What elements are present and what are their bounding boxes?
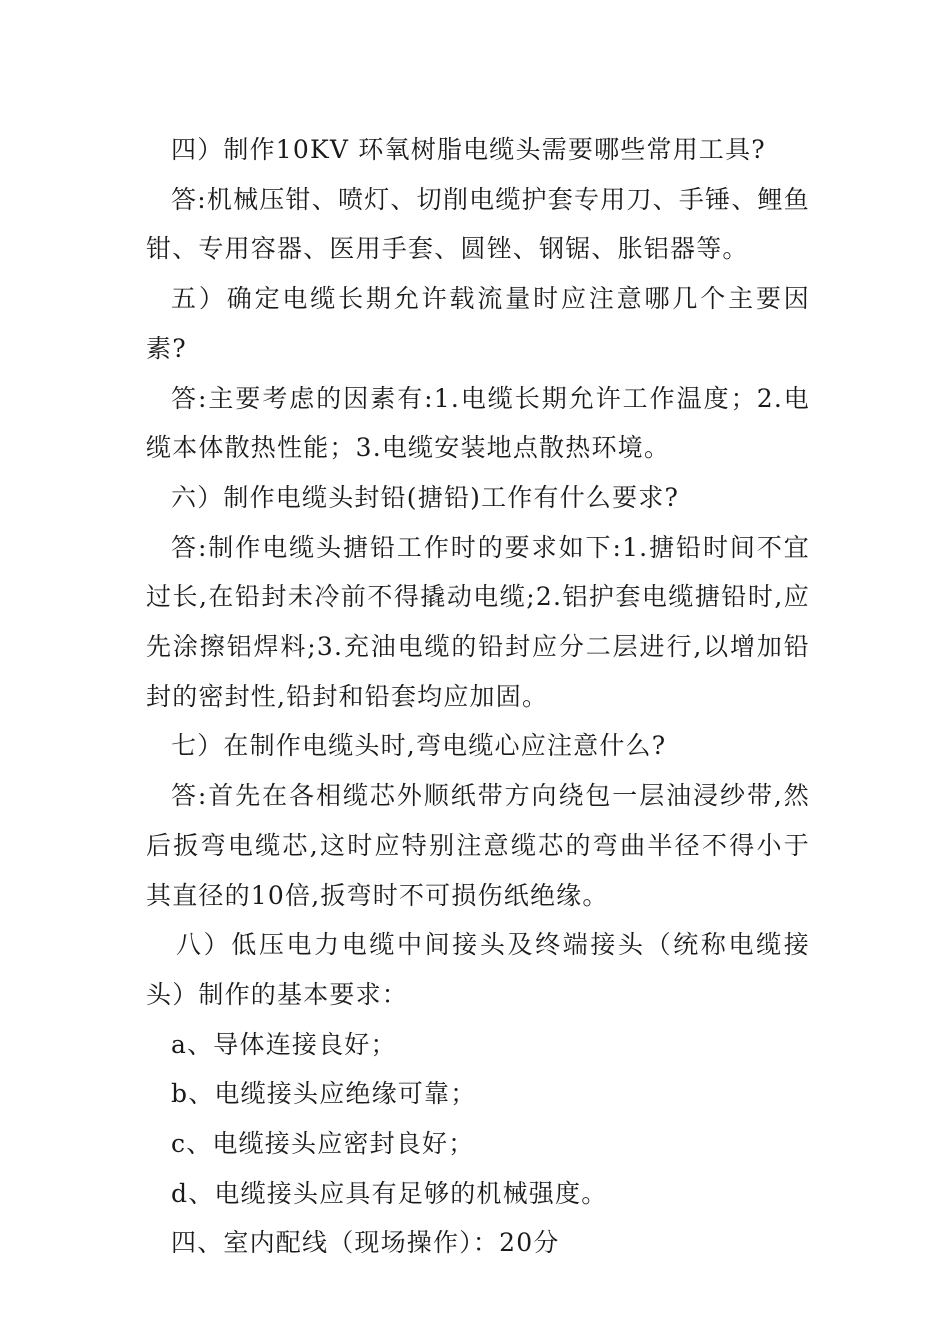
requirement-b: b、电缆接头应绝缘可靠；	[171, 1079, 477, 1109]
section-heading-4: 四、室内配线（现场操作）：20分	[171, 1228, 560, 1258]
requirement-a: a、导体连接良好；	[171, 1029, 397, 1059]
requirement-d: d、电缆接头应具有足够的机械强度。	[171, 1178, 608, 1208]
question-4: 四）制作10KV 环氧树脂电缆头需要哪些常用工具?	[171, 135, 766, 164]
document-body	[146, 125, 810, 1268]
question-6: 六）制作电缆头封铅(搪铅)工作有什么要求?	[171, 482, 680, 512]
question-7: 七）在制作电缆头时,弯电缆心应注意什么?	[171, 731, 667, 761]
question-8: 八）低压电力电缆中间接头及终端接头（统称电缆接头）制作的基本要求：	[146, 930, 810, 1009]
question-5: 五）确定电缆长期允许载流量时应注意哪几个主要因素?	[146, 284, 810, 363]
answer-6: 答:制作电缆头搪铅工作时的要求如下:1.搪铅时间不宜过长,在铅封未冷前不得撬动电缆;2.铝护套电缆搪铅时,应先涂擦铝焊料;3.充油电缆的铅封应分二层进行,以增加铅封的密封性,铅封和铅套均应加固。	[146, 532, 810, 711]
requirement-c: c、电缆接头应密封良好；	[171, 1129, 475, 1159]
answer-7: 答:首先在各相缆芯外顺纸带方向绕包一层油浸纱带,然后扳弯电缆芯,这时应特别注意缆芯的弯曲半径不得小于其直径的10倍,扳弯时不可损伤纸绝缘。	[146, 781, 810, 910]
answer-5: 答:主要考虑的因素有:1.电缆长期允许工作温度；2.电缆本体散热性能；3.电缆安装地点散热环境。	[146, 383, 810, 463]
answer-4: 答:机械压钳、喷灯、切削电缆护套专用刀、手锤、鲤鱼钳、专用容器、医用手套、圆锉、钢锯、胀铝器等。	[146, 184, 810, 264]
